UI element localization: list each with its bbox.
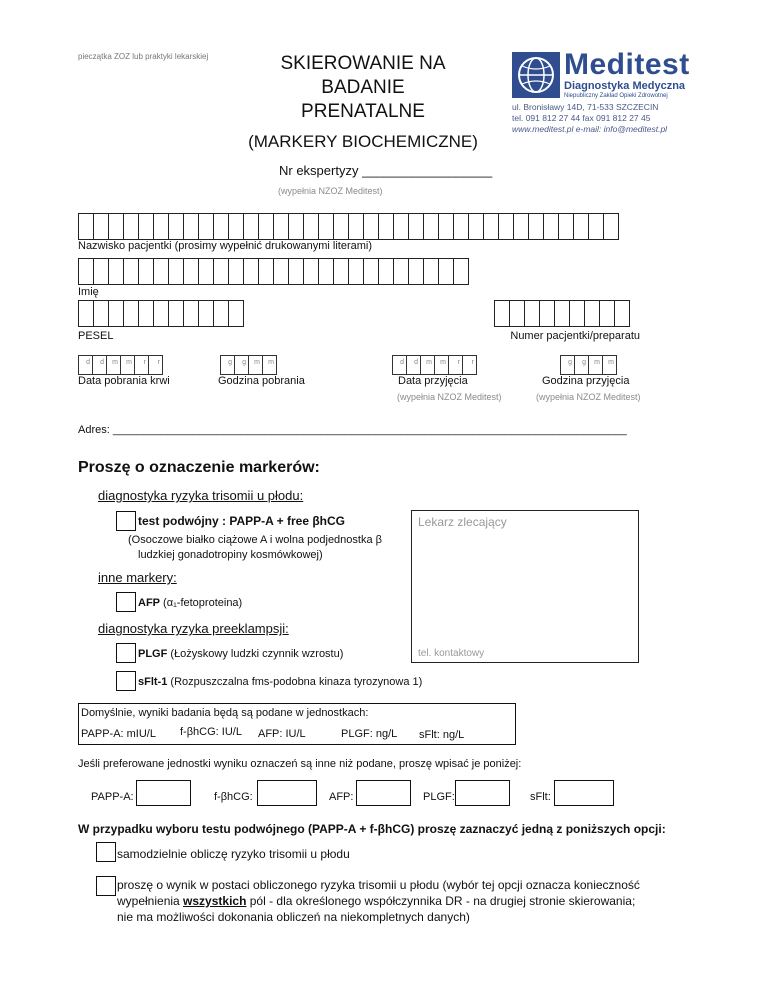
letter-box[interactable] — [273, 258, 289, 285]
receipt-time-cells[interactable] — [560, 355, 617, 375]
letter-box[interactable] — [333, 258, 349, 285]
letter-box[interactable] — [483, 213, 499, 240]
risk-calc-line-3: nie ma możliwości dokonania obliczeń na niekompletnych danych) — [117, 910, 470, 924]
pesel-label: PESEL — [78, 330, 114, 342]
risk-calc-post: pól - dla określonego współczynnika DR - na drugiej stronie skierowania; — [246, 894, 636, 908]
risk-calc-label — [117, 877, 687, 925]
logo-sub2: Niepubliczny Zakład Opieki Zdrowotnej — [564, 93, 668, 99]
trisomy-heading: diagnostyka ryzyka trisomii u płodu: — [98, 488, 304, 503]
date-cell[interactable]: r — [462, 355, 477, 375]
date-cell[interactable]: r — [448, 355, 463, 375]
contact-phone-label: tel. kontaktowy — [418, 648, 485, 659]
letter-box[interactable] — [378, 213, 394, 240]
preferred-units-note: Jeśli preferowane jednostki wyniku oznaczeń są inne niż podane, proszę wpisać je poniżej: — [78, 758, 522, 770]
letter-box[interactable] — [198, 213, 214, 240]
unit-papp: PAPP-A: mIU/L — [81, 728, 156, 740]
afp-desc: (α₁-fetoproteina) — [160, 597, 243, 609]
plgf-label — [138, 648, 343, 660]
letter-box[interactable] — [183, 213, 199, 240]
letter-box[interactable] — [513, 213, 529, 240]
letter-box[interactable] — [168, 258, 184, 285]
ordering-doctor-box[interactable] — [411, 510, 639, 663]
blood-date-label: Data pobrania krwi — [78, 375, 170, 387]
letter-box[interactable] — [93, 258, 109, 285]
date-cell[interactable]: g — [220, 355, 235, 375]
date-cell[interactable]: r — [148, 355, 163, 375]
letter-box[interactable] — [288, 213, 304, 240]
receipt-date-cells[interactable] — [392, 355, 477, 375]
stamp-label: pieczątka ZOZ lub praktyki lekarskiej — [78, 52, 209, 61]
pref-fhcg-label: f-βhCG: — [214, 791, 253, 803]
plgf-bold: PLGF — [138, 648, 168, 660]
letter-box[interactable] — [78, 258, 94, 285]
letter-box[interactable] — [153, 300, 169, 327]
letter-box[interactable] — [108, 213, 124, 240]
double-test-desc-1: (Osoczowe białko ciążowe A i wolna podjednostka β — [128, 534, 382, 546]
logo-web: www.meditest.pl e-mail: info@meditest.pl — [512, 124, 668, 134]
blood-time-label: Godzina pobrania — [218, 375, 305, 387]
letter-box[interactable] — [138, 300, 154, 327]
pref-sflt-input[interactable] — [554, 780, 614, 806]
letter-box[interactable] — [78, 213, 94, 240]
letter-box[interactable] — [393, 213, 409, 240]
letter-box[interactable] — [153, 213, 169, 240]
letter-box[interactable] — [213, 258, 229, 285]
letter-box[interactable] — [509, 300, 525, 327]
plgf-desc: (Łożyskowy ludzki czynnik wzrostu) — [167, 648, 344, 660]
patient-number-label: Numer pacjentki/preparatu — [510, 330, 640, 342]
letter-box[interactable] — [183, 258, 199, 285]
receipt-time-label: Godzina przyjęcia — [542, 375, 630, 387]
pref-afp-label: AFP: — [329, 791, 354, 803]
options-heading: W przypadku wyboru testu podwójnego (PAPP-A + f-βhCG) proszę zaznaczyć jedną z poniższych opcji: — [78, 822, 666, 836]
date-cell[interactable]: r — [134, 355, 149, 375]
receipt-time-note: (wypełnia NZOZ Meditest) — [536, 392, 641, 402]
letter-box[interactable] — [363, 213, 379, 240]
date-cell[interactable]: g — [574, 355, 589, 375]
afp-bold: AFP — [138, 597, 160, 609]
letter-box[interactable] — [348, 213, 364, 240]
letter-box[interactable] — [198, 300, 214, 327]
expertise-number-field[interactable]: Nr ekspertyzy __________________ — [279, 163, 493, 178]
risk-calc-line-2 — [117, 893, 687, 909]
date-cell[interactable]: g — [234, 355, 249, 375]
letter-box[interactable] — [558, 213, 574, 240]
date-cell[interactable]: m — [248, 355, 263, 375]
date-cell[interactable]: m — [262, 355, 277, 375]
meditest-logo — [512, 50, 692, 150]
letter-box[interactable] — [303, 213, 319, 240]
address-field[interactable]: Adres: ____________________________________________________________________________________ — [78, 424, 627, 436]
letter-box[interactable] — [348, 258, 364, 285]
date-cell[interactable]: m — [106, 355, 121, 375]
pref-sflt-label: sFlt: — [530, 791, 551, 803]
default-units-heading: Domyślnie, wyniki badania będą są podane w jednostkach: — [81, 707, 369, 719]
letter-box[interactable] — [303, 258, 319, 285]
letter-box[interactable] — [423, 213, 439, 240]
blood-date-cells[interactable] — [78, 355, 163, 375]
date-cell[interactable]: d — [392, 355, 407, 375]
receipt-date-label: Data przyjęcia — [398, 375, 468, 387]
letter-box[interactable] — [498, 213, 514, 240]
page-title — [238, 52, 488, 154]
letter-box[interactable] — [138, 213, 154, 240]
self-calc-label: samodzielnie obliczę ryzyko trisomii u płodu — [117, 847, 350, 861]
letter-box[interactable] — [543, 213, 559, 240]
letter-box[interactable] — [273, 213, 289, 240]
date-cell[interactable]: g — [560, 355, 575, 375]
letter-box[interactable] — [123, 300, 139, 327]
receipt-date-note: (wypełnia NZOZ Meditest) — [397, 392, 502, 402]
logo-sub1: Diagnostyka Medyczna — [564, 80, 686, 92]
letter-box[interactable] — [123, 213, 139, 240]
pref-afp-input[interactable] — [356, 780, 411, 806]
date-cell[interactable]: d — [92, 355, 107, 375]
letter-box[interactable] — [228, 213, 244, 240]
patient-number-boxes[interactable] — [494, 300, 630, 327]
letter-box[interactable] — [288, 258, 304, 285]
unit-sflt: sFlt: ng/L — [419, 729, 465, 741]
letter-box[interactable] — [183, 300, 199, 327]
globe-icon — [512, 52, 560, 98]
pesel-boxes[interactable] — [78, 300, 244, 327]
sflt-desc: (Rozpuszczalna fms-podobna kinaza tyrozynowa 1) — [167, 676, 423, 688]
pref-fhcg-input[interactable] — [257, 780, 317, 806]
letter-box[interactable] — [408, 213, 424, 240]
expertise-note: (wypełnia NZOZ Meditest) — [278, 186, 383, 196]
sflt-label — [138, 676, 422, 688]
letter-box[interactable] — [524, 300, 540, 327]
other-markers-heading: inne markery: — [98, 570, 177, 585]
preeclampsia-heading: diagnostyka ryzyka preeklampsji: — [98, 621, 289, 636]
double-test-desc-2: ludzkiej gonadotropiny kosmówkowej) — [138, 549, 323, 561]
letter-box[interactable] — [599, 300, 615, 327]
letter-box[interactable] — [153, 258, 169, 285]
risk-calc-line-1: proszę o wynik w postaci obliczonego ryzyka trisomii u płodu (wybór tej opcji oznacza konieczność — [117, 878, 640, 892]
letter-box[interactable] — [408, 258, 424, 285]
default-units-box — [78, 703, 516, 745]
pref-plgf-input[interactable] — [455, 780, 510, 806]
letter-box[interactable] — [584, 300, 600, 327]
letter-box[interactable] — [258, 258, 274, 285]
letter-box[interactable] — [614, 300, 630, 327]
date-cell[interactable]: m — [434, 355, 449, 375]
afp-label — [138, 597, 242, 609]
letter-box[interactable] — [93, 300, 109, 327]
letter-box[interactable] — [243, 213, 259, 240]
letter-box[interactable] — [393, 258, 409, 285]
unit-plgf: PLGF: ng/L — [341, 728, 398, 740]
pref-papp-label: PAPP-A: — [91, 791, 134, 803]
logo-address: ul. Bronisławy 14D, 71-533 SZCZECIN — [512, 102, 659, 112]
date-cell[interactable]: m — [420, 355, 435, 375]
letter-box[interactable] — [468, 213, 484, 240]
letter-box[interactable] — [333, 213, 349, 240]
double-test-label: test podwójny : PAPP-A + free βhCG — [138, 514, 346, 528]
unit-fhcg: f-βhCG: IU/L — [180, 726, 242, 738]
letter-box[interactable] — [539, 300, 555, 327]
letter-box[interactable] — [168, 300, 184, 327]
letter-box[interactable] — [573, 213, 589, 240]
letter-box[interactable] — [168, 213, 184, 240]
letter-box[interactable] — [318, 213, 334, 240]
date-cell[interactable]: m — [120, 355, 135, 375]
letter-box[interactable] — [138, 258, 154, 285]
letter-box[interactable] — [453, 258, 469, 285]
blood-time-cells[interactable] — [220, 355, 277, 375]
surname-boxes[interactable] — [78, 213, 619, 240]
plgf-checkbox[interactable] — [116, 643, 136, 663]
sflt-bold: sFlt-1 — [138, 676, 168, 688]
first-name-boxes[interactable] — [78, 258, 469, 285]
date-cell[interactable]: d — [406, 355, 421, 375]
date-cell[interactable]: d — [78, 355, 93, 375]
letter-box[interactable] — [603, 213, 619, 240]
letter-box[interactable] — [569, 300, 585, 327]
letter-box[interactable] — [213, 300, 229, 327]
risk-calc-checkbox[interactable] — [96, 876, 116, 896]
letter-box[interactable] — [213, 213, 229, 240]
self-calc-checkbox[interactable] — [96, 842, 116, 862]
letter-box[interactable] — [228, 258, 244, 285]
letter-box[interactable] — [423, 258, 439, 285]
pref-plgf-label: PLGF: — [423, 791, 455, 803]
letter-box[interactable] — [363, 258, 379, 285]
double-test-checkbox[interactable] — [116, 511, 136, 531]
title-line-2: PRENATALNE — [301, 101, 425, 122]
risk-calc-emphasis: wszystkich — [183, 894, 247, 908]
afp-checkbox[interactable] — [116, 592, 136, 612]
letter-box[interactable] — [588, 213, 604, 240]
letter-box[interactable] — [494, 300, 510, 327]
title-line-3: (MARKERY BIOCHEMICZNE) — [248, 132, 478, 151]
letter-box[interactable] — [258, 213, 274, 240]
logo-brand: Meditest — [564, 48, 690, 81]
letter-box[interactable] — [378, 258, 394, 285]
letter-box[interactable] — [453, 213, 469, 240]
title-line-1: SKIEROWANIE NA BADANIE — [280, 53, 446, 98]
date-cell[interactable]: m — [602, 355, 617, 375]
date-cell[interactable]: m — [588, 355, 603, 375]
letter-box[interactable] — [554, 300, 570, 327]
pref-papp-input[interactable] — [136, 780, 191, 806]
letter-box[interactable] — [78, 300, 94, 327]
risk-calc-pre: wypełnienia — [117, 894, 184, 908]
letter-box[interactable] — [198, 258, 214, 285]
letter-box[interactable] — [528, 213, 544, 240]
ordering-doctor-label: Lekarz zlecający — [418, 515, 507, 529]
first-name-label: Imię — [78, 286, 99, 298]
markers-heading: Proszę o oznaczenie markerów: — [78, 459, 320, 476]
letter-box[interactable] — [228, 300, 244, 327]
letter-box[interactable] — [438, 258, 454, 285]
unit-afp: AFP: IU/L — [258, 728, 306, 740]
letter-box[interactable] — [318, 258, 334, 285]
logo-phone: tel. 091 812 27 44 fax 091 812 27 45 — [512, 113, 651, 123]
surname-label: Nazwisko pacjentki (prosimy wypełnić drukowanymi literami) — [78, 240, 373, 252]
letter-box[interactable] — [108, 300, 124, 327]
letter-box[interactable] — [438, 213, 454, 240]
letter-box[interactable] — [123, 258, 139, 285]
letter-box[interactable] — [108, 258, 124, 285]
letter-box[interactable] — [243, 258, 259, 285]
sflt-checkbox[interactable] — [116, 671, 136, 691]
letter-box[interactable] — [93, 213, 109, 240]
